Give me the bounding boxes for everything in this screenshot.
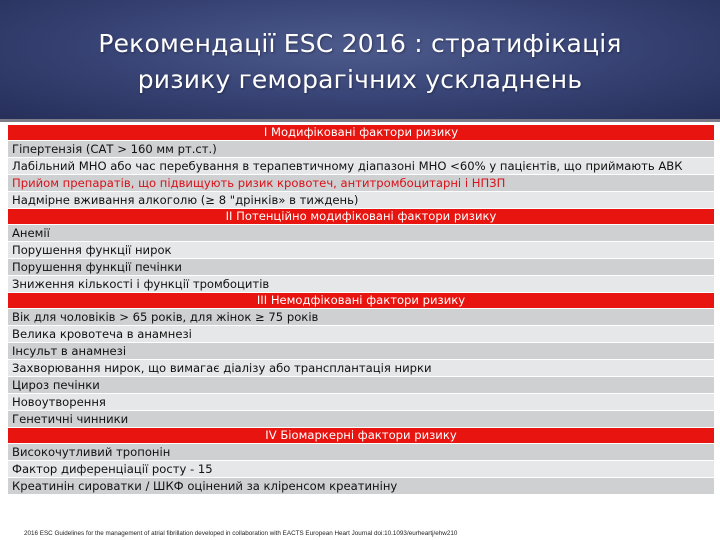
slide-title-line-1: Рекомендації ESC 2016 : стратифікація <box>98 29 622 58</box>
risk-factor-text: Інсульт в анамнезі <box>12 344 127 358</box>
slide-title-line-2: ризику геморагічних ускладнень <box>137 65 583 94</box>
table-row <box>8 242 714 259</box>
table-row <box>8 141 714 158</box>
table-row <box>8 360 714 377</box>
risk-factor-text: Порушення функції нирок <box>12 243 172 257</box>
table-row <box>8 309 714 326</box>
table-row <box>8 225 714 242</box>
risk-factor-text: Велика кровотеча в анамнезі <box>12 327 192 341</box>
risk-factor-text: Вік для чоловіків > 65 років, для жінок ≥ 75 років <box>12 310 319 324</box>
risk-factors-table <box>8 125 714 495</box>
risk-factor-text: Гіпертензія (САТ > 160 мм рт.ст.) <box>12 142 217 156</box>
table-row <box>8 377 714 394</box>
table-row <box>8 175 714 192</box>
risk-factor-text: Креатинін сироватки / ШКФ оцінений за кліренсом креатиніну <box>12 479 398 493</box>
section-header: IV Біомаркерні фактори ризику <box>8 428 714 444</box>
table-row <box>8 158 714 175</box>
risk-factor-text: Фактор диференціації росту - 15 <box>12 462 213 476</box>
section-header: I Модифіковані фактори ризику <box>8 125 714 141</box>
table-row <box>8 259 714 276</box>
table-row <box>8 478 714 495</box>
risk-factor-text: Новоутворення <box>12 395 106 409</box>
table-row <box>8 326 714 343</box>
table-row <box>8 461 714 478</box>
citation-footnote: 2016 ESC Guidelines for the management of atrial fibrillation developed in collaboration with EACTS European Heart Journal doi:10.1093/eurheartj/ehw210 <box>24 530 458 537</box>
risk-factor-text: Генетичні чинники <box>12 412 129 426</box>
risk-factor-text: Прийом препаратів, що підвищують ризик кровотеч, антитромбоцитарні і НПЗП <box>12 176 506 190</box>
risk-factor-text: Високочутливий тропонін <box>12 445 171 459</box>
risk-factor-text: Порушення функції печінки <box>12 260 182 274</box>
risk-factor-text: Цироз печінки <box>12 378 100 392</box>
section-header: II Потенційно модифіковані фактори ризику <box>8 209 714 225</box>
slide-title <box>40 26 680 98</box>
section-header: III Немодфіковані фактори ризику <box>8 293 714 309</box>
table-row <box>8 444 714 461</box>
table-row <box>8 343 714 360</box>
risk-factor-text: Анемії <box>12 226 50 240</box>
table-row <box>8 394 714 411</box>
risk-factor-text: Захворювання нирок, що вимагає діалізу або трансплантація нирки <box>12 361 432 375</box>
title-banner <box>0 0 720 122</box>
table-row <box>8 411 714 428</box>
risk-factor-text: Лабільний МНО або час перебування в терапевтичному діапазоні МНО <60% у пацієнтів, що приймають АВК <box>12 159 683 173</box>
risk-factor-text: Надмірне вживання алкоголю (≥ 8 "дрінків» в тиждень) <box>12 193 359 207</box>
risk-factor-text: Зниження кількості і функції тромбоцитів <box>12 277 270 291</box>
table-row <box>8 192 714 209</box>
table-row <box>8 276 714 293</box>
